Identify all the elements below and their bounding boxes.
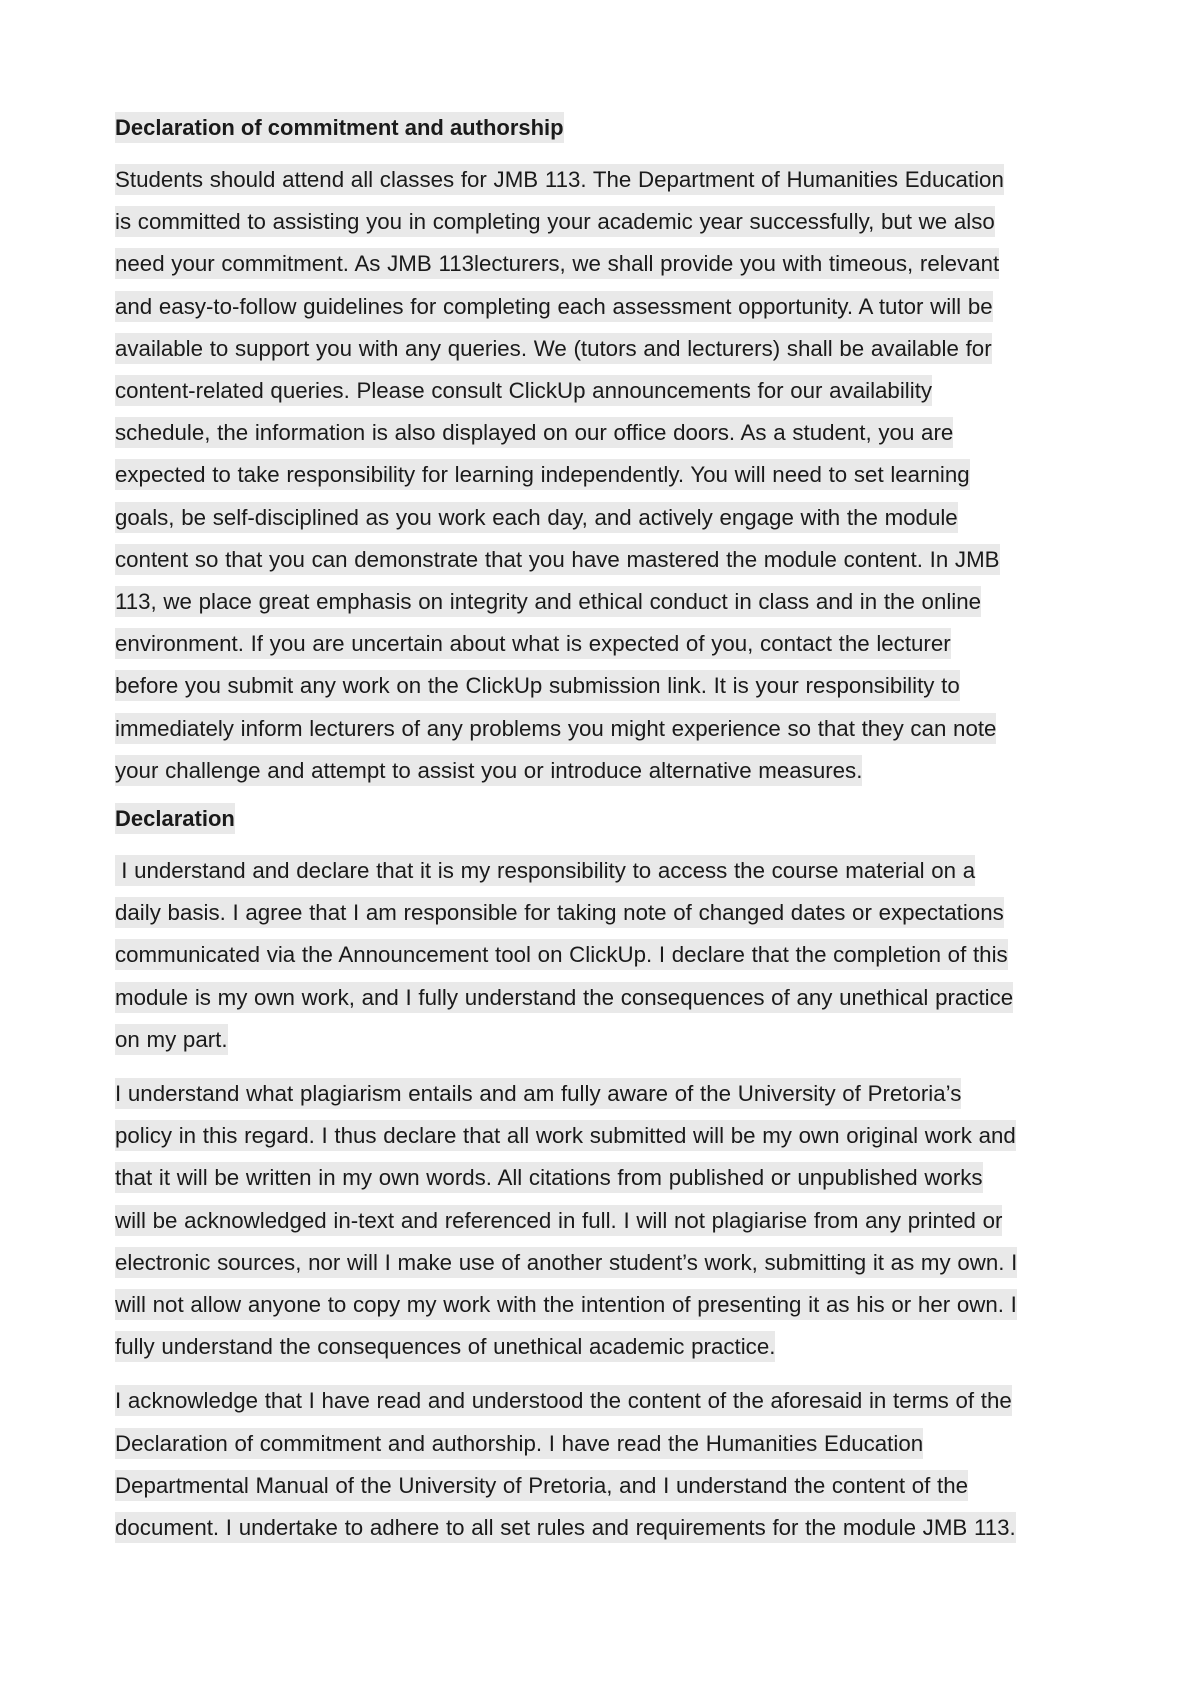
section-heading-commitment [115, 113, 1095, 143]
text-line: expected to take responsibility for learning independently. You will need to set learning [115, 459, 970, 490]
text-line: 113, we place great emphasis on integrity and ethical conduct in class and in the online [115, 586, 981, 617]
text-line: communicated via the Announcement tool on ClickUp. I declare that the completion of this [115, 939, 1008, 970]
text-line: available to support you with any queries. We (tutors and lecturers) shall be available for [115, 333, 992, 364]
text-line: I acknowledge that I have read and understood the content of the aforesaid in terms of the [115, 1385, 1012, 1416]
text-line: Declaration of commitment and authorship. I have read the Humanities Education [115, 1428, 923, 1459]
text-line: will be acknowledged in-text and referenced in full. I will not plagiarise from any printed or [115, 1205, 1002, 1236]
text-line: electronic sources, nor will I make use of another student’s work, submitting it as my own. I [115, 1247, 1017, 1278]
paragraph-declaration-responsibility [115, 850, 1095, 1061]
text-line: fully understand the consequences of unethical academic practice. [115, 1331, 775, 1362]
text-line: content-related queries. Please consult ClickUp announcements for our availability [115, 375, 932, 406]
text-line: your challenge and attempt to assist you or introduce alternative measures. [115, 755, 862, 786]
text-line: environment. If you are uncertain about what is expected of you, contact the lecturer [115, 628, 951, 659]
text-line: and easy-to-follow guidelines for completing each assessment opportunity. A tutor will be [115, 291, 993, 322]
paragraph-plagiarism [115, 1073, 1095, 1368]
paragraph-commitment [115, 159, 1095, 792]
paragraph-acknowledgement [115, 1380, 1095, 1549]
text-line: Students should attend all classes for JMB 113. The Department of Humanities Education [115, 164, 1004, 195]
text-line: schedule, the information is also displayed on our office doors. As a student, you are [115, 417, 953, 448]
text-line: on my part. [115, 1024, 228, 1055]
text-line: module is my own work, and I fully understand the consequences of any unethical practice [115, 982, 1013, 1013]
text-line: daily basis. I agree that I am responsible for taking note of changed dates or expectations [115, 897, 1004, 928]
text-line: document. I undertake to adhere to all set rules and requirements for the module JMB 113. [115, 1512, 1016, 1543]
text-line: need your commitment. As JMB 113lecturers, we shall provide you with timeous, relevant [115, 248, 999, 279]
text-line: policy in this regard. I thus declare that all work submitted will be my own original work and [115, 1120, 1016, 1151]
heading-text: Declaration [115, 803, 235, 834]
text-line: Departmental Manual of the University of Pretoria, and I understand the content of the [115, 1470, 968, 1501]
text-line: immediately inform lecturers of any problems you might experience so that they can note [115, 713, 996, 744]
text-line: I understand what plagiarism entails and am fully aware of the University of Pretoria’s [115, 1078, 961, 1109]
text-line: is committed to assisting you in completing your academic year successfully, but we also [115, 206, 995, 237]
text-line: will not allow anyone to copy my work with the intention of presenting it as his or her own. I [115, 1289, 1017, 1320]
text-line: I understand and declare that it is my responsibility to access the course material on a [115, 855, 975, 886]
text-line: content so that you can demonstrate that you have mastered the module content. In JMB [115, 544, 1000, 575]
heading-text: Declaration of commitment and authorship [115, 112, 564, 143]
text-line: goals, be self-disciplined as you work each day, and actively engage with the module [115, 502, 958, 533]
text-line: before you submit any work on the ClickUp submission link. It is your responsibility to [115, 670, 960, 701]
section-heading-declaration [115, 804, 1095, 834]
text-line: that it will be written in my own words. All citations from published or unpublished works [115, 1162, 983, 1193]
document-page [115, 113, 1095, 1561]
